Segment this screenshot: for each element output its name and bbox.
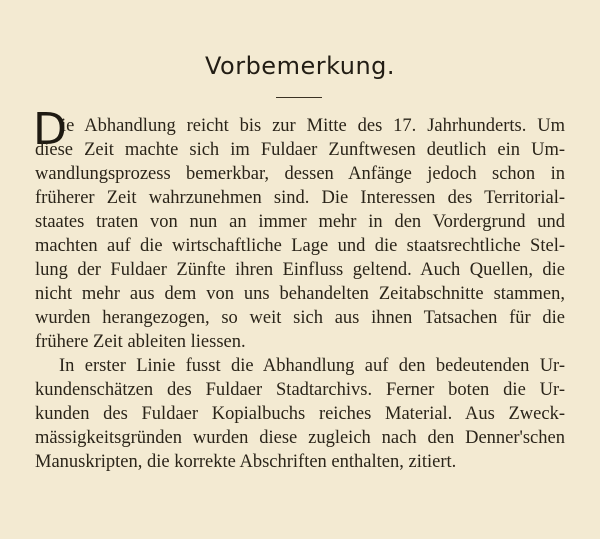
text-line: machten auf die wirtschaftliche Lage und die staatsrechtliche Stel- (35, 236, 565, 256)
text-line: In erster Linie fusst die Abhandlung auf den bedeutenden Ur- (59, 356, 565, 376)
text-line: nicht mehr aus dem von uns behandelten Zeitabschnitte stammen, (35, 284, 565, 304)
text-line: kunden des Fuldaer Kopialbuchs reiches Material. Aus Zweck- (35, 404, 565, 424)
text-line: früherer Zeit wahrzunehmen sind. Die Interessen des Territorial- (35, 188, 565, 208)
text-line: mässigkeitsgründen wurden diese zugleich nach den Denner'schen (35, 428, 565, 448)
text-line-content: ie Abhandlung reicht bis zur Mitte des 17. Jahrhunderts. Um (61, 116, 565, 136)
body-text (33, 104, 565, 474)
text-line: Manuskripten, die korrekte Abschriften enthalten, zitiert. (35, 452, 457, 472)
page-title: Vorbemerkung. (204, 52, 396, 80)
title-rule (276, 97, 322, 98)
text-line: kundenschätzen des Fuldaer Stadtarchivs. Ferner boten die Ur- (35, 380, 565, 400)
text-line: frühere Zeit ableiten liessen. (35, 332, 246, 352)
text-line: staates traten von nun an immer mehr in den Vordergrund und (35, 212, 565, 232)
text-line: diese Zeit machte sich im Fuldaer Zunftwesen deutlich ein Um- (35, 140, 565, 160)
text-line: lung der Fuldaer Zünfte ihren Einfluss geltend. Auch Quellen, die (35, 260, 565, 280)
text-line: wandlungsprozess bemerkbar, dessen Anfänge jedoch schon in (35, 164, 565, 184)
text-line: wurden herangezogen, so weit sich aus ihnen Tatsachen für die (35, 308, 565, 328)
drop-cap: D (33, 104, 67, 155)
